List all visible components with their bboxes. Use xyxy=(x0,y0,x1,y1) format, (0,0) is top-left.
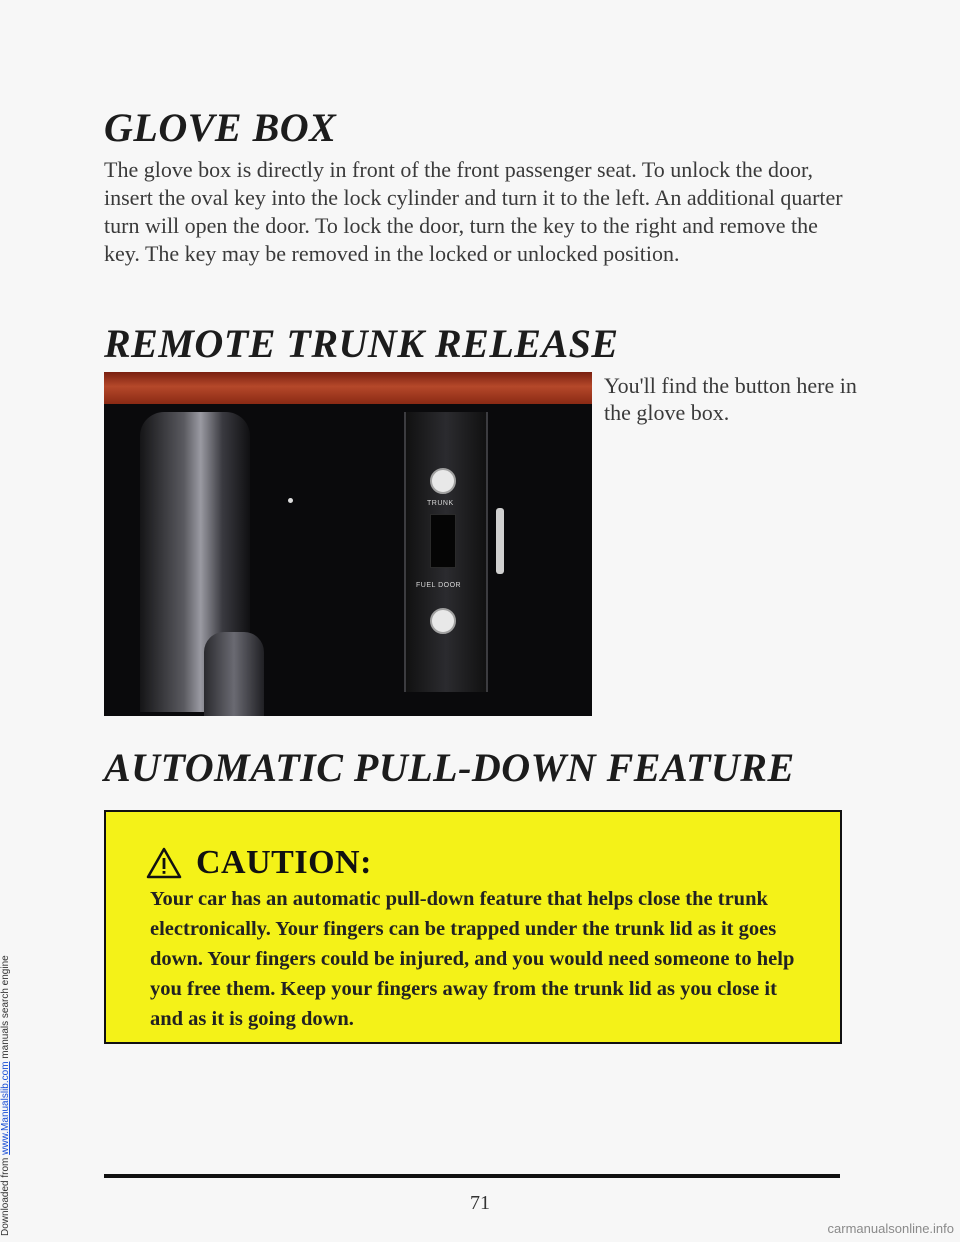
trunk-release-button xyxy=(430,514,456,568)
footer-rule xyxy=(104,1174,840,1178)
download-banner xyxy=(0,0,12,1242)
page-number: 71 xyxy=(470,1192,490,1214)
photo-caption: You'll find the button here in the glove box. xyxy=(604,373,857,425)
caution-header xyxy=(146,844,372,882)
fuel-door-label: FUEL DOOR xyxy=(416,582,462,589)
warning-triangle-icon xyxy=(146,847,182,879)
latch-handle xyxy=(496,508,504,574)
door-pillar xyxy=(204,632,264,716)
watermark: carmanualsonline.info xyxy=(827,1221,954,1236)
trunk-symbol-icon xyxy=(430,468,456,494)
glove-box-photo xyxy=(104,372,592,716)
caution-text: Your car has an automatic pull-down feature that helps close the trunk electronically. Your fingers can be trapped under the trunk lid as it goes down. Your fingers could be injured, and you would need someone to help you free them. Keep your fingers away from the trunk lid as you close it and as it is going down. xyxy=(150,888,795,1030)
manualslib-link[interactable]: www.Manualslib.com xyxy=(0,1061,11,1155)
caution-box xyxy=(104,810,842,1044)
caution-title: CAUTION: xyxy=(196,844,372,881)
wood-trim xyxy=(104,372,592,404)
pull-down-heading: AUTOMATIC PULL-DOWN FEATURE xyxy=(104,745,795,790)
glove-box-paragraph: The glove box is directly in front of the front passenger seat. To unlock the door, insert the oval key into the lock cylinder and turn it to the left. An additional quarter turn will open the door. To lock the door, turn the key to the right and remove the key. The key may be removed in the locked or unlocked position. xyxy=(104,157,843,266)
remote-trunk-heading: REMOTE TRUNK RELEASE xyxy=(104,321,619,366)
fuel-door-symbol-icon xyxy=(430,608,456,634)
trunk-label: TRUNK xyxy=(427,500,454,507)
download-banner-text: Downloaded from www.Manualslib.com manuals search engine xyxy=(0,955,11,1236)
glove-box-heading: GLOVE BOX xyxy=(104,105,337,150)
light-dot xyxy=(288,498,293,503)
